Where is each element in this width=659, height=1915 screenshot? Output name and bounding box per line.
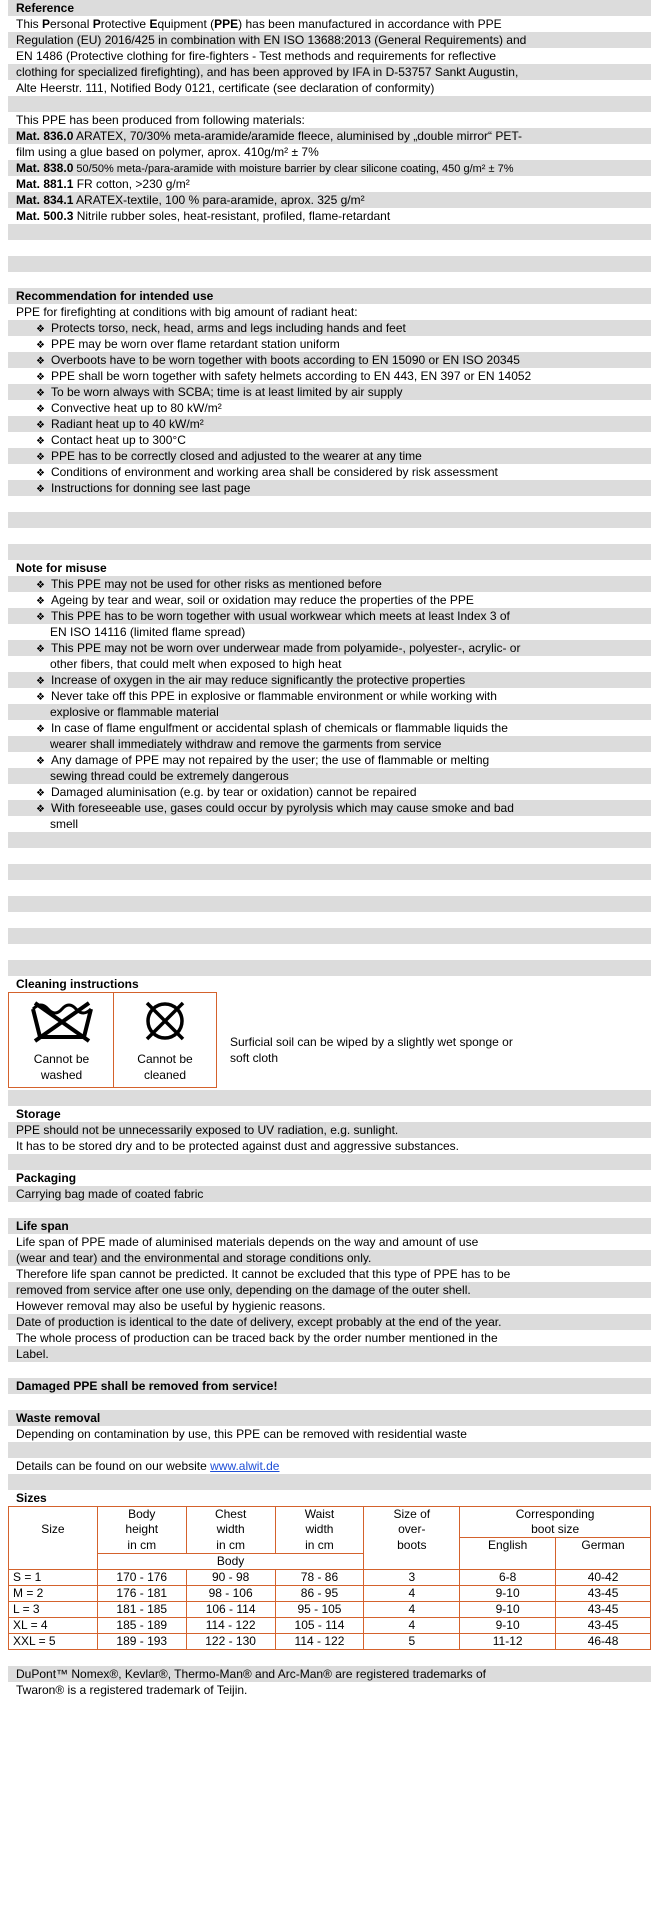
spacer bbox=[8, 1650, 651, 1666]
do-not-wash-icon bbox=[27, 999, 97, 1043]
table-header-row: Size height width width over- boot size bbox=[9, 1522, 651, 1538]
sizes-heading: Sizes bbox=[8, 1490, 651, 1506]
reference-line: This Personal Protective Equipment (PPE) has been manufactured in accordance with PPE bbox=[8, 16, 651, 32]
storage-line: It has to be stored dry and to be protected against dust and aggressive substances. bbox=[8, 1138, 651, 1154]
spacer bbox=[8, 912, 651, 928]
material-line: Mat. 836.0 ARATEX, 70/30% meta-aramide/aramide fleece, aluminised by „double mirror“ PET- bbox=[8, 128, 651, 144]
trademarks-section bbox=[8, 1650, 651, 1698]
lifespan-line: Therefore life span cannot be predicted. It cannot be excluded that this type of PPE has to be bbox=[8, 1266, 651, 1282]
spacer bbox=[8, 224, 651, 240]
list-item: ❖ With foreseeable use, gases could occur by pyrolysis which may cause smoke and bad bbox=[8, 800, 651, 816]
trademark-line: DuPont™ Nomex®, Kevlar®, Thermo-Man® and Arc-Man® are registered trademarks of bbox=[8, 1666, 651, 1682]
material-line: Mat. 500.3 Nitrile rubber soles, heat-resistant, profiled, flame-retardant bbox=[8, 208, 651, 224]
lifespan-line: Date of production is identical to the date of delivery, except probably at the end of the year. bbox=[8, 1314, 651, 1330]
spacer bbox=[8, 1442, 651, 1458]
trademark-line: Twaron® is a registered trademark of Teijin. bbox=[8, 1682, 651, 1698]
spacer bbox=[8, 240, 651, 256]
table-header-row: Body Chest Waist Size of Corresponding bbox=[9, 1507, 651, 1523]
spacer bbox=[8, 960, 651, 976]
cleaning-symbols bbox=[8, 992, 651, 1090]
list-item: ❖ This PPE may not be used for other risks as mentioned before bbox=[8, 576, 651, 592]
list-item: ❖ Overboots have to be worn together with boots according to EN 15090 or EN ISO 20345 bbox=[8, 352, 651, 368]
lifespan-line: (wear and tear) and the environmental and storage conditions only. bbox=[8, 1250, 651, 1266]
materials-intro: This PPE has been produced from following materials: bbox=[8, 112, 651, 128]
spacer bbox=[8, 864, 651, 880]
misuse-heading: Note for misuse bbox=[8, 560, 651, 576]
list-item-continued: sewing thread could be extremely dangerous bbox=[8, 768, 651, 784]
do-not-wash-symbol bbox=[8, 992, 115, 1088]
intended-use-section bbox=[8, 288, 651, 560]
table-header-row: in cm in cm in cm boots English German bbox=[9, 1538, 651, 1554]
spacer bbox=[8, 272, 651, 288]
list-item-continued: EN ISO 14116 (limited flame spread) bbox=[8, 624, 651, 640]
website-link[interactable]: www.alwit.de bbox=[210, 1459, 280, 1473]
lifespan-line: The whole process of production can be traced back by the order number mentioned in the bbox=[8, 1330, 651, 1346]
intended-use-intro: PPE for firefighting at conditions with big amount of radiant heat: bbox=[8, 304, 651, 320]
misuse-section bbox=[8, 560, 651, 976]
list-item: ❖ To be worn always with SCBA; time is at least limited by air supply bbox=[8, 384, 651, 400]
material-line: film using a glue based on polymer, aprox. 410g/m² ± 7% bbox=[8, 144, 651, 160]
list-item: ❖ PPE shall be worn together with safety helmets according to EN 443, EN 397 or EN 14052 bbox=[8, 368, 651, 384]
symbol-caption: washed bbox=[40, 1068, 83, 1082]
lifespan-heading: Life span bbox=[8, 1218, 651, 1234]
packaging-heading: Packaging bbox=[8, 1170, 651, 1186]
symbol-caption: Cannot be bbox=[137, 1052, 193, 1066]
spacer bbox=[8, 528, 651, 544]
spacer bbox=[8, 1474, 651, 1490]
list-item: ❖ PPE may be worn over flame retardant station uniform bbox=[8, 336, 651, 352]
spacer bbox=[8, 1202, 651, 1218]
reference-section bbox=[8, 0, 651, 288]
damaged-notice: Damaged PPE shall be removed from service! bbox=[8, 1378, 651, 1394]
cleaning-heading: Cleaning instructions bbox=[8, 976, 651, 992]
list-item: ❖ Damaged aluminisation (e.g. by tear or oxidation) cannot be repaired bbox=[8, 784, 651, 800]
intended-use-heading: Recommendation for intended use bbox=[8, 288, 651, 304]
list-item: ❖ This PPE has to be worn together with usual workwear which meets at least Index 3 of bbox=[8, 608, 651, 624]
list-item: ❖ Any damage of PPE may not repaired by the user; the use of flammable or melting bbox=[8, 752, 651, 768]
reference-line: clothing for specialized firefighting), and has been approved by IFA in D-53757 Sankt Augustin, bbox=[8, 64, 651, 80]
list-item: ❖ Ageing by tear and wear, soil or oxidation may reduce the properties of the PPE bbox=[8, 592, 651, 608]
list-item: ❖ Conditions of environment and working area shall be considered by risk assessment bbox=[8, 464, 651, 480]
do-not-dry-clean-icon bbox=[135, 998, 195, 1044]
table-row: XXL = 5 189 - 193 122 - 130 114 - 122 5 11-12 46-48 bbox=[9, 1633, 651, 1649]
lifespan-line: Life span of PPE made of aluminised materials depends on the way and amount of use bbox=[8, 1234, 651, 1250]
reference-heading: Reference bbox=[8, 0, 651, 16]
document bbox=[8, 0, 651, 1698]
list-item: ❖ Increase of oxygen in the air may reduce significantly the protective properties bbox=[8, 672, 651, 688]
list-item: ❖ This PPE may not be worn over underwear made from polyamide-, polyester-, acrylic- or bbox=[8, 640, 651, 656]
spacer bbox=[8, 1154, 651, 1170]
spacer bbox=[8, 544, 651, 560]
list-item: ❖ Never take off this PPE in explosive or flammable environment or while working with bbox=[8, 688, 651, 704]
list-item: ❖ Convective heat up to 80 kW/m² bbox=[8, 400, 651, 416]
spacer bbox=[8, 1362, 651, 1378]
table-row: L = 3 181 - 185 106 - 114 95 - 105 4 9-10 43-45 bbox=[9, 1601, 651, 1617]
list-item-continued: other fibers, that could melt when exposed to high heat bbox=[8, 656, 651, 672]
waste-line: Depending on contamination by use, this PPE can be removed with residential waste bbox=[8, 1426, 651, 1442]
material-line: Mat. 838.0 50/50% meta-/para-aramide with moisture barrier by clear silicone coating, 450 g/m² ± 7% bbox=[8, 160, 651, 176]
spacer bbox=[8, 1394, 651, 1410]
spacer bbox=[8, 848, 651, 864]
do-not-dry-clean-symbol bbox=[113, 992, 217, 1088]
spacer bbox=[8, 832, 651, 848]
material-line: Mat. 834.1 ARATEX-textile, 100 % para-aramide, aprox. 325 g/m² bbox=[8, 192, 651, 208]
reference-line: EN 1486 (Protective clothing for fire-fighters - Test methods and requirements for reflective bbox=[8, 48, 651, 64]
lifespan-line: removed from service after one use only, depending on the damage of the outer shell. bbox=[8, 1282, 651, 1298]
list-item: ❖ Instructions for donning see last page bbox=[8, 480, 651, 496]
spacer bbox=[8, 944, 651, 960]
storage-heading: Storage bbox=[8, 1106, 651, 1122]
spacer bbox=[8, 880, 651, 896]
spacer bbox=[8, 96, 651, 112]
list-item-continued: explosive or flammable material bbox=[8, 704, 651, 720]
reference-line: Regulation (EU) 2016/425 in combination with EN ISO 13688:2013 (General Requirements) and bbox=[8, 32, 651, 48]
lifespan-line: However removal may also be useful by hygienic reasons. bbox=[8, 1298, 651, 1314]
table-header-row: Body bbox=[9, 1553, 651, 1569]
lifespan-line: Label. bbox=[8, 1346, 651, 1362]
spacer bbox=[8, 496, 651, 512]
waste-heading: Waste removal bbox=[8, 1410, 651, 1426]
list-item: ❖ Radiant heat up to 40 kW/m² bbox=[8, 416, 651, 432]
spacer bbox=[8, 896, 651, 912]
reference-line: Alte Heerstr. 111, Notified Body 0121, certificate (see declaration of conformity) bbox=[8, 80, 651, 96]
symbol-caption: cleaned bbox=[143, 1068, 187, 1082]
cleaning-section bbox=[8, 976, 651, 1106]
storage-line: PPE should not be unnecessarily exposed to UV radiation, e.g. sunlight. bbox=[8, 1122, 651, 1138]
sizes-table bbox=[8, 1506, 651, 1650]
storage-section bbox=[8, 1106, 651, 1506]
list-item: ❖ Protects torso, neck, head, arms and legs including hands and feet bbox=[8, 320, 651, 336]
spacer bbox=[8, 512, 651, 528]
material-line: Mat. 881.1 FR cotton, >230 g/m² bbox=[8, 176, 651, 192]
spacer bbox=[8, 928, 651, 944]
list-item-continued: smell bbox=[8, 816, 651, 832]
table-row: XL = 4 185 - 189 114 - 122 105 - 114 4 9-10 43-45 bbox=[9, 1617, 651, 1633]
table-row: M = 2 176 - 181 98 - 106 86 - 95 4 9-10 43-45 bbox=[9, 1585, 651, 1601]
cleaning-text: Surficial soil can be wiped by a slightly wet sponge or soft cloth bbox=[230, 1035, 513, 1065]
details-line: Details can be found on our website www.alwit.de bbox=[8, 1458, 651, 1474]
symbol-caption: Cannot be bbox=[33, 1052, 90, 1066]
table-row: S = 1 170 - 176 90 - 98 78 - 86 3 6-8 40-42 bbox=[9, 1569, 651, 1585]
list-item: ❖ PPE has to be correctly closed and adjusted to the wearer at any time bbox=[8, 448, 651, 464]
packaging-line: Carrying bag made of coated fabric bbox=[8, 1186, 651, 1202]
spacer bbox=[8, 256, 651, 272]
list-item: ❖ Contact heat up to 300°C bbox=[8, 432, 651, 448]
spacer bbox=[8, 1090, 651, 1106]
list-item: ❖ In case of flame engulfment or accidental splash of chemicals or flammable liquids the bbox=[8, 720, 651, 736]
list-item-continued: wearer shall immediately withdraw and remove the garments from service bbox=[8, 736, 651, 752]
